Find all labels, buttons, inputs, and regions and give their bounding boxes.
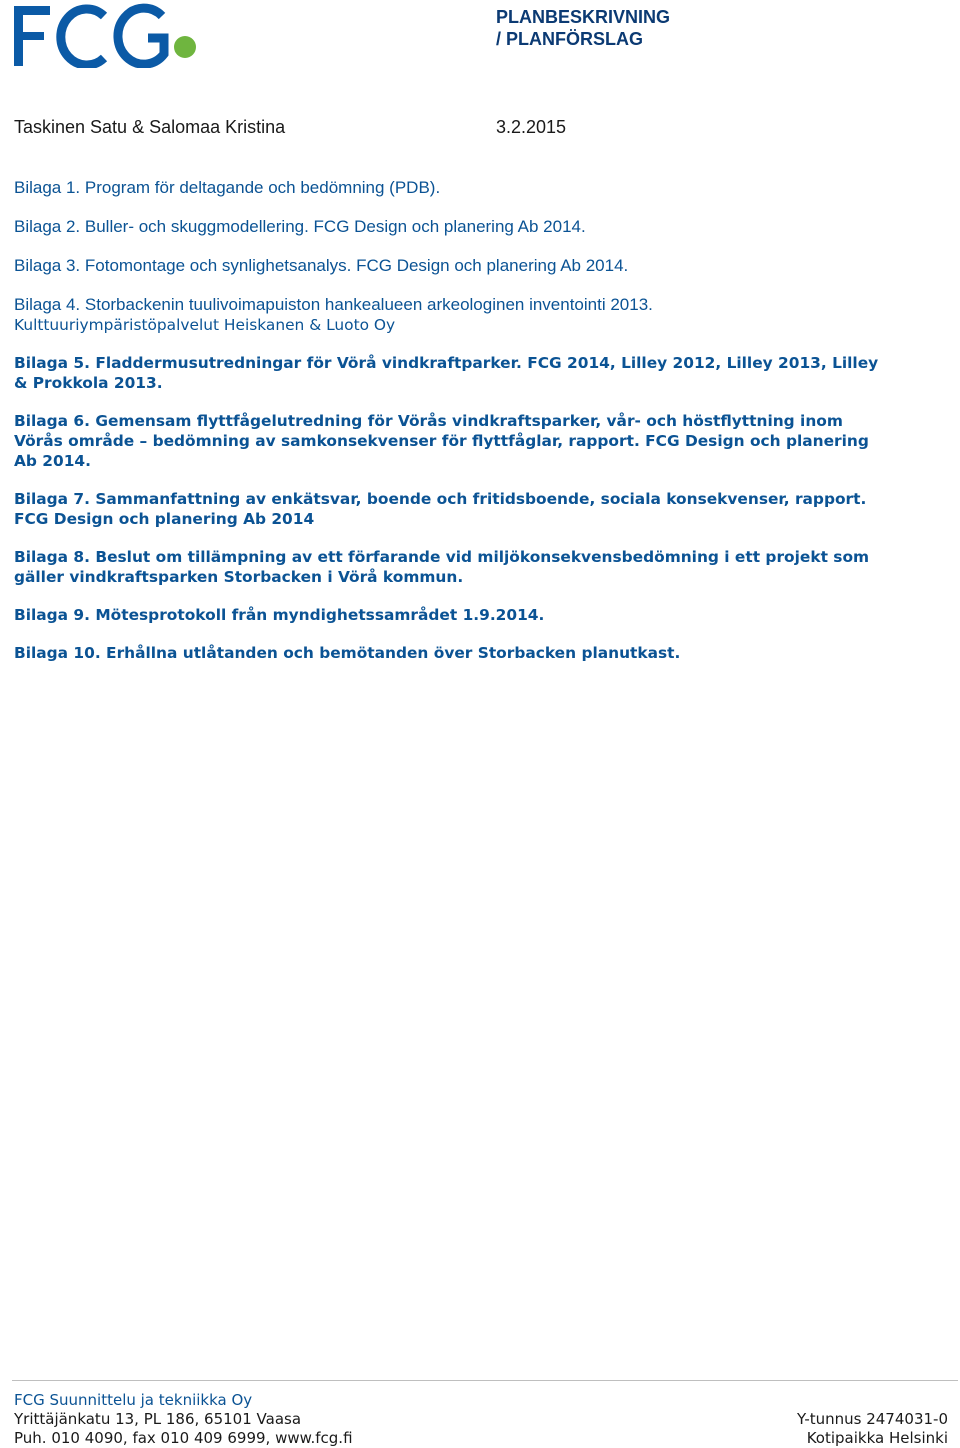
appendix-line: Kulttuuriympäristöpalvelut Heiskanen & Luoto Oy [14, 316, 396, 334]
fcg-logo [12, 2, 202, 68]
document-date: 3.2.2015 [496, 117, 567, 137]
appendix-line: Ab 2014. [14, 452, 91, 470]
appendix-line: Bilaga 4. Storbackenin tuulivoimapuiston hankealueen arkeologinen inventointi 2013. [14, 295, 653, 314]
document-title-line2: / PLANFÖRSLAG [496, 29, 643, 49]
appendix-9 [14, 605, 949, 625]
footer-domicile: Kotipaikka Helsinki [806, 1429, 948, 1447]
authors: Taskinen Satu & Salomaa Kristina [14, 117, 286, 137]
appendix-2 [14, 217, 949, 237]
appendix-line: & Prokkola 2013. [14, 374, 163, 392]
footer-contact: Puh. 010 4090, fax 010 409 6999, www.fcg.fi [14, 1429, 353, 1447]
appendix-10 [14, 643, 949, 663]
page-footer [14, 1391, 948, 1448]
appendix-line: Bilaga 10. Erhållna utlåtanden och bemötanden över Storbacken planutkast. [14, 644, 681, 662]
footer-business-id: Y-tunnus 2474031-0 [796, 1410, 948, 1428]
appendix-5 [14, 353, 949, 393]
appendix-line: Bilaga 5. Fladdermusutredningar för Vörå vindkraftparker. FCG 2014, Lilley 2012, Lilley 2013, Lilley [14, 354, 879, 372]
appendix-1 [14, 178, 949, 198]
appendix-line: Bilaga 1. Program för deltagande och bedömning (PDB). [14, 178, 441, 197]
appendix-4 [14, 295, 949, 335]
appendix-line: gäller vindkraftsparken Storbacken i Vörå kommun. [14, 568, 464, 586]
document-title [496, 6, 670, 50]
appendix-line: Bilaga 2. Buller- och skuggmodellering. FCG Design och planering Ab 2014. [14, 217, 586, 236]
appendix-line: Bilaga 3. Fotomontage och synlighetsanalys. FCG Design och planering Ab 2014. [14, 256, 629, 275]
appendix-line: Vörås område – bedömning av samkonsekvenser för flyttfåglar, rapport. FCG Design och planering [14, 432, 869, 450]
appendix-line: Bilaga 6. Gemensam flyttfågelutredning för Vörås vindkraftsparker, vår- och höstflyttning inom [14, 412, 843, 430]
logo-letter-c [61, 9, 104, 65]
appendix-line: Bilaga 9. Mötesprotokoll från myndighetssamrådet 1.9.2014. [14, 606, 545, 624]
appendix-line: Bilaga 8. Beslut om tillämpning av ett förfarande vid miljökonsekvensbedömning i ett projekt som [14, 548, 870, 566]
footer-company: FCG Suunnittelu ja tekniikka Oy [14, 1391, 253, 1409]
appendix-3 [14, 256, 949, 276]
appendix-6 [14, 411, 949, 471]
appendix-7 [14, 489, 949, 529]
logo-letter-g [118, 8, 164, 64]
document-title-line1: PLANBESKRIVNING [496, 7, 671, 27]
footer-divider [12, 1380, 958, 1381]
appendix-line: Bilaga 7. Sammanfattning av enkätsvar, boende och fritidsboende, sociala konsekvenser, rapport. [14, 490, 867, 508]
appendix-8 [14, 547, 949, 587]
logo-letter-f-mid [14, 32, 44, 40]
logo-dot [174, 36, 196, 58]
appendix-line: FCG Design och planering Ab 2014 [14, 510, 315, 528]
footer-address: Yrittäjänkatu 13, PL 186, 65101 Vaasa [14, 1410, 302, 1428]
appendix-list [14, 178, 949, 663]
logo-letter-f-top [14, 6, 50, 15]
